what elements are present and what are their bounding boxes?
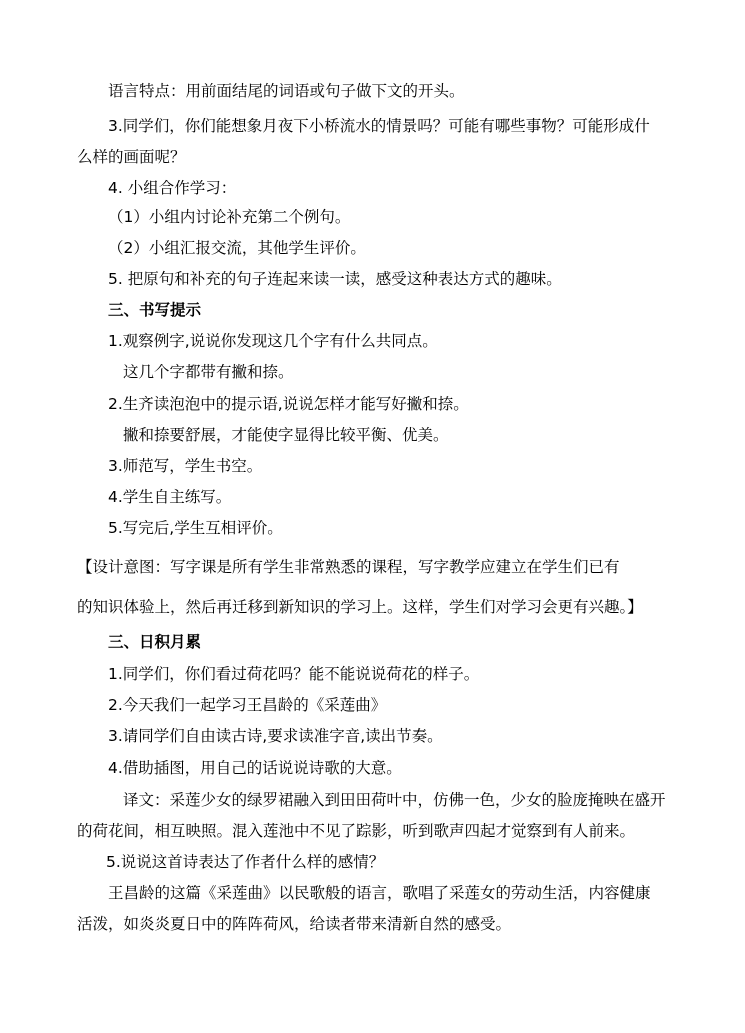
text-line: 活泼，如炎炎夏日中的阵阵荷风，给读者带来清新自然的感受。 bbox=[77, 915, 512, 933]
design-intent-note: 的知识体验上，然后再迁移到新知识的学习上。这样，学生们对学习会更有兴趣。】 bbox=[77, 598, 643, 616]
text-line: 译文：采莲少女的绿罗裙融入到田田荷叶中，仿佛一色，少女的脸庞掩映在盛开 bbox=[123, 791, 666, 809]
design-intent-note: 【设计意图：写字课是所有学生非常熟悉的课程，写字教学应建立在学生们已有 bbox=[77, 558, 620, 576]
text-line: 5.说说这首诗表达了作者什么样的感情？ bbox=[106, 853, 385, 871]
text-line: 1.观察例字,说说你发现这几个字有什么共同点。 bbox=[108, 332, 438, 350]
text-line: （2）小组汇报交流，其他学生评价。 bbox=[108, 239, 366, 257]
text-line: 5. 把原句和补充的句子连起来读一读，感受这种表达方式的趣味。 bbox=[108, 270, 562, 288]
text-line: 3.请同学们自由读古诗,要求读准字音,读出节奏。 bbox=[108, 727, 443, 745]
text-line: 5.写完后,学生互相评价。 bbox=[108, 519, 283, 537]
text-line: 2.生齐读泡泡中的提示语,说说怎样才能写好撇和捺。 bbox=[108, 395, 469, 413]
text-line: 王昌龄的这篇《采莲曲》以民歌般的语言，歌唱了采莲女的劳动生活，内容健康 bbox=[108, 884, 651, 902]
text-line: 3.师范写，学生书空。 bbox=[108, 457, 263, 475]
section-heading: 三、日积月累 bbox=[108, 633, 202, 651]
text-line: 这几个字都带有撇和捺。 bbox=[123, 363, 294, 381]
text-line: 4. 小组合作学习： bbox=[108, 179, 237, 197]
text-line: 4.借助插图，用自己的话说说诗歌的大意。 bbox=[108, 759, 402, 777]
text-line: 2.今天我们一起学习王昌龄的《采莲曲》 bbox=[108, 696, 387, 714]
text-line: 撇和捺要舒展，才能使字显得比较平衡、优美。 bbox=[123, 426, 449, 444]
text-line: （1）小组内讨论补充第二个例句。 bbox=[108, 208, 351, 226]
text-line: 1.同学们，你们看过荷花吗？能不能说说荷花的样子。 bbox=[108, 665, 480, 683]
text-line: 3.同学们，你们能想象月夜下小桥流水的情景吗？可能有哪些事物？可能形成什 bbox=[108, 117, 650, 135]
text-line: 的荷花间，相互映照。混入莲池中不见了踪影，听到歌声四起才觉察到有人前来。 bbox=[77, 822, 636, 840]
text-line: 4.学生自主练写。 bbox=[108, 488, 232, 506]
section-heading: 三、书写提示 bbox=[108, 301, 202, 319]
text-line: 么样的画面呢？ bbox=[77, 148, 186, 166]
text-line: 语言特点：用前面结尾的词语或句子做下文的开头。 bbox=[108, 82, 465, 100]
